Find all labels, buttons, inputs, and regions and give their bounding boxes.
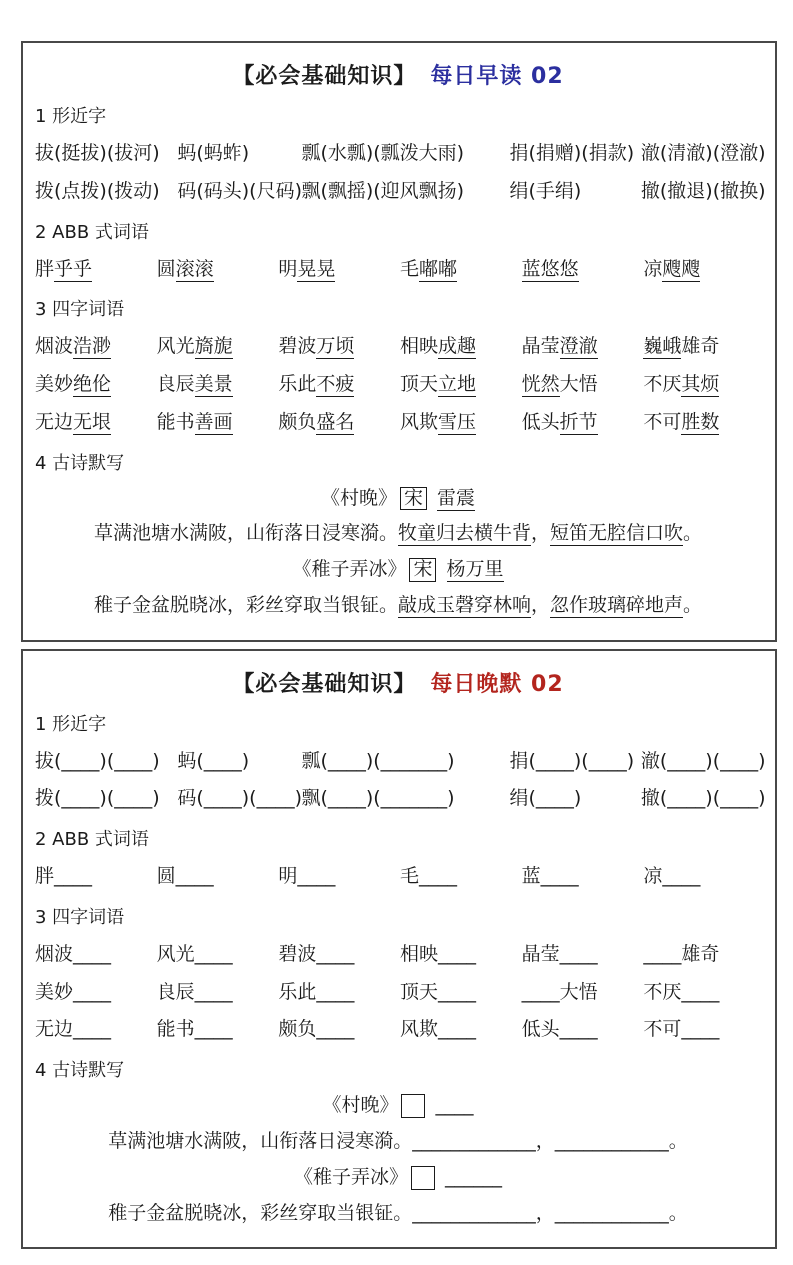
morning-similar-chars-row-2	[35, 180, 765, 204]
underlined-answer-text: 牧童归去横牛背	[397, 522, 531, 545]
word-cell: 拔(挺拔)(拔河)	[35, 142, 160, 164]
word-cell: 撤(____)(____)	[640, 787, 766, 810]
word-cell	[643, 1018, 765, 1042]
underlined-answer-text: 万顷	[316, 335, 355, 358]
plain-text: 低头	[521, 410, 560, 433]
underlined-answer-text: 成趣	[438, 335, 477, 358]
evening-section-1-label: 1 形近字	[35, 713, 107, 735]
plain-text: 良辰____	[156, 980, 233, 1003]
underlined-answer-text: 立地	[438, 373, 477, 395]
plain-text: 。	[668, 1201, 688, 1224]
word-cell: 澈(____)(____)	[640, 749, 766, 772]
underlined-answer-text: 胜数	[681, 410, 720, 433]
word-cell	[400, 258, 522, 282]
plain-text: 烟波	[35, 335, 74, 358]
plain-text: 低头____	[521, 1018, 598, 1041]
underlined-answer-text: 忽作玻璃碎地声	[550, 593, 684, 616]
plain-text: 相映	[399, 335, 438, 358]
plain-text: 明____	[278, 865, 336, 888]
title-accent-evening: 每日晚默 02	[430, 671, 564, 697]
plain-text: 《村晚》	[320, 486, 397, 509]
plain-text: ____	[429, 1094, 474, 1117]
plain-text: ，	[535, 1201, 555, 1224]
plain-text: 能书____	[156, 1018, 233, 1041]
morning-section-4-label: 4 古诗默写	[35, 452, 125, 474]
word-cell: 拨(点拨)(拨动)	[35, 179, 160, 202]
plain-text: 能书	[156, 410, 195, 433]
word-cell	[35, 411, 157, 435]
plain-text: 草满池塘水满陂，山衔落日浸寒漪。	[93, 522, 398, 545]
morning-card-title	[31, 59, 765, 90]
evening-poem-2-verse	[31, 1202, 765, 1226]
word-cell	[400, 335, 522, 359]
word-cell	[157, 335, 279, 359]
underlined-answer-text: 盛名	[316, 410, 355, 433]
word-cell	[643, 258, 765, 282]
word-cell: 捐(____)(____)	[509, 749, 635, 772]
word-cell	[643, 981, 765, 1005]
word-cell: 拔(____)(____)	[35, 749, 160, 772]
plain-text: 不可	[643, 410, 682, 433]
underlined-answer-text: 无垠	[73, 410, 112, 433]
morning-section-1-label: 1 形近字	[35, 106, 107, 127]
word-cell	[400, 1018, 522, 1042]
morning-reading-card	[21, 41, 777, 642]
word-cell	[278, 1018, 400, 1042]
evening-abb-words-row	[35, 865, 765, 889]
word-cell	[643, 411, 765, 435]
evening-poem-2-title	[31, 1166, 765, 1190]
word-cell: 蚂(蚂蚱)	[177, 142, 250, 164]
dynasty-box	[411, 1166, 435, 1190]
word-cell	[157, 943, 279, 967]
underlined-answer-text: 乎乎	[54, 257, 93, 280]
plain-text: 草满池塘水满陂，山衔落日浸寒漪。	[108, 1130, 413, 1153]
underlined-answer-text: 敲成玉磬穿林响	[397, 593, 531, 616]
evening-section-4-label: 4 古诗默写	[35, 1060, 125, 1082]
underlined-answer-text: 澄澈	[559, 335, 598, 358]
plain-text: 雄奇	[681, 335, 720, 358]
plain-text: ，	[535, 1130, 555, 1153]
morning-abb-words-row	[35, 258, 765, 282]
morning-similar-chars-row-1	[35, 142, 765, 166]
word-cell	[35, 1018, 157, 1042]
underlined-answer-text: 美景	[194, 373, 233, 395]
word-cell	[278, 373, 400, 397]
word-cell	[643, 943, 765, 967]
word-cell	[522, 411, 644, 435]
plain-text: 凉	[643, 257, 663, 280]
evening-similar-chars-row-2	[35, 787, 765, 811]
word-cell	[157, 411, 279, 435]
plain-text: ____________	[554, 1201, 669, 1224]
plain-text: ，	[530, 593, 550, 616]
evening-similar-chars-row-1	[35, 750, 765, 774]
underlined-answer-text: 旖旎	[194, 335, 233, 358]
evening-idioms-row-3	[35, 1018, 765, 1042]
word-cell: 捐(捐赠)(捐款)	[509, 142, 635, 164]
plain-text: 颇负	[278, 410, 317, 433]
word-cell	[157, 373, 279, 397]
plain-text: 碧波	[278, 335, 317, 358]
evening-dictation-card	[21, 649, 777, 1250]
plain-text: 美妙____	[35, 980, 112, 1003]
word-cell	[278, 335, 400, 359]
word-cell: 飘(____)(_______)	[301, 787, 455, 810]
word-cell	[522, 981, 644, 1005]
plain-text: 颇负____	[278, 1018, 355, 1041]
plain-text: 美妙	[35, 373, 74, 395]
plain-text: 毛	[399, 257, 419, 280]
underlined-answer-text: 折节	[559, 410, 598, 433]
plain-text: 相映____	[399, 942, 476, 965]
morning-idioms-row-3	[35, 411, 765, 435]
word-cell	[278, 411, 400, 435]
plain-text	[440, 558, 446, 580]
word-cell	[522, 1018, 644, 1042]
plain-text: 晶莹	[521, 335, 560, 358]
word-cell: 飘(飘摇)(迎风飘扬)	[301, 179, 465, 202]
word-cell	[400, 865, 522, 889]
underlined-answer-text: 不疲	[316, 373, 355, 395]
plain-text: _____________	[412, 1201, 536, 1224]
plain-text: 顶天	[399, 373, 438, 395]
plain-text: 不厌____	[643, 980, 720, 1003]
plain-text: 稚子金盆脱晓冰，彩丝穿取当银钲。	[93, 593, 398, 616]
word-cell	[643, 865, 765, 889]
morning-idioms-row-2	[35, 373, 765, 397]
evening-idioms-row-1	[35, 943, 765, 967]
underlined-answer-text: 蓝悠悠	[521, 257, 579, 280]
word-cell	[643, 373, 765, 397]
word-cell	[278, 258, 400, 282]
underlined-answer-text: 雪压	[438, 410, 477, 433]
word-cell	[35, 258, 157, 282]
word-cell	[278, 981, 400, 1005]
plain-text: 《稚子弄冰》	[293, 1165, 408, 1188]
morning-section-2-label: 2 ABB 式词语	[35, 221, 149, 243]
plain-text: 。	[683, 593, 703, 616]
word-cell: 瓢(水瓢)(瓢泼大雨)	[301, 142, 465, 164]
plain-text: 毛____	[399, 865, 457, 888]
plain-text: 胖	[35, 257, 55, 280]
evening-section-2-label: 2 ABB 式词语	[35, 829, 149, 851]
plain-text: 烟波____	[35, 942, 112, 965]
word-cell	[157, 258, 279, 282]
plain-text: 风欺	[399, 410, 438, 433]
title-bracket-text: 【必会基础知识】	[232, 671, 417, 697]
morning-poem-2-verse	[31, 594, 765, 618]
word-cell	[278, 865, 400, 889]
word-cell	[522, 258, 644, 282]
underlined-answer-text: 浩渺	[73, 335, 112, 358]
word-cell: 绢(手绢)	[509, 179, 582, 202]
word-cell	[643, 335, 765, 359]
underlined-answer-text: 其烦	[681, 373, 720, 395]
underlined-answer-text: 恍然	[521, 373, 560, 395]
plain-text: 。	[683, 522, 703, 545]
word-cell	[400, 373, 522, 397]
underlined-answer-text: 短笛无腔信口吹	[550, 522, 684, 545]
title-accent-morning: 每日早读 02	[430, 64, 564, 89]
dynasty-box: 宋	[409, 558, 436, 582]
underlined-answer-text: 杨万里	[446, 558, 504, 581]
word-cell	[157, 981, 279, 1005]
plain-text: 无边	[35, 410, 74, 433]
evening-poem-1-title	[31, 1094, 765, 1118]
plain-text: 乐此	[278, 373, 317, 395]
plain-text: 。	[668, 1130, 688, 1153]
word-cell	[157, 1018, 279, 1042]
morning-poem-1-verse	[31, 522, 765, 546]
plain-text: 《村晚》	[322, 1094, 399, 1117]
plain-text: 圆____	[156, 865, 214, 888]
evening-section-3-label: 3 四字词语	[35, 906, 125, 928]
plain-text: 良辰	[156, 373, 195, 395]
plain-text: ____________	[554, 1130, 669, 1153]
word-cell	[522, 943, 644, 967]
underlined-answer-text: 雷震	[437, 486, 476, 509]
plain-text: 不厌	[643, 373, 682, 395]
plain-text: 风光____	[156, 942, 233, 965]
word-cell	[35, 373, 157, 397]
underlined-answer-text: 嘟嘟	[419, 257, 458, 280]
plain-text: 蓝____	[521, 865, 579, 888]
word-cell	[35, 981, 157, 1005]
morning-section-3-label: 3 四字词语	[35, 299, 125, 321]
evening-card-title	[31, 667, 765, 698]
plain-text: 风光	[156, 335, 195, 358]
title-bracket-text: 【必会基础知识】	[232, 64, 417, 89]
plain-text: 明	[278, 257, 298, 280]
plain-text: ____大悟	[521, 980, 598, 1003]
plain-text: 不可____	[643, 1018, 720, 1041]
word-cell: 拨(____)(____)	[35, 787, 160, 810]
word-cell	[157, 865, 279, 889]
evening-idioms-row-2	[35, 981, 765, 1005]
word-cell	[400, 943, 522, 967]
word-cell: 撤(撤退)(撤换)	[640, 179, 766, 202]
morning-idioms-row-1	[35, 335, 765, 359]
word-cell: 码(____)(____)	[177, 787, 302, 810]
dynasty-box: 宋	[400, 487, 427, 511]
underlined-answer-text: 飕飕	[662, 257, 701, 280]
word-cell	[522, 865, 644, 889]
morning-poem-2-title	[31, 558, 765, 582]
plain-text: 大悟	[559, 373, 598, 395]
word-cell: 绢(____)	[509, 787, 582, 810]
plain-text: ____雄奇	[643, 942, 720, 965]
word-cell	[35, 943, 157, 967]
underlined-answer-text: 滚滚	[175, 257, 214, 280]
word-cell	[522, 335, 644, 359]
plain-text: 乐此____	[278, 980, 355, 1003]
morning-poem-1-title	[31, 487, 765, 511]
word-cell: 瓢(____)(_______)	[301, 749, 455, 772]
word-cell	[35, 335, 157, 359]
word-cell: 澈(清澈)(澄澈)	[640, 142, 766, 164]
underlined-answer-text: 晃晃	[297, 257, 336, 280]
plain-text: _____________	[412, 1130, 536, 1153]
word-cell	[278, 943, 400, 967]
dynasty-box	[401, 1094, 425, 1118]
plain-text: ______	[438, 1165, 503, 1188]
underlined-answer-text: 绝伦	[73, 373, 112, 395]
plain-text: 晶莹____	[521, 942, 598, 965]
plain-text: 风欺____	[399, 1018, 476, 1041]
plain-text: ，	[530, 522, 550, 545]
underlined-answer-text: 巍峨	[643, 335, 682, 358]
plain-text: 无边____	[35, 1018, 112, 1041]
word-cell: 蚂(____)	[177, 749, 250, 772]
plain-text: 稚子金盆脱晓冰，彩丝穿取当银钲。	[108, 1201, 413, 1224]
word-cell	[400, 411, 522, 435]
plain-text: 《稚子弄冰》	[292, 558, 407, 581]
word-cell	[400, 981, 522, 1005]
word-cell	[35, 865, 157, 889]
evening-poem-1-verse	[31, 1130, 765, 1154]
plain-text: 顶天____	[399, 980, 476, 1003]
plain-text: 碧波____	[278, 942, 355, 965]
plain-text: 胖____	[35, 865, 93, 888]
word-cell: 码(码头)(尺码)	[177, 179, 302, 202]
plain-text: 凉____	[643, 865, 701, 888]
plain-text: 圆	[156, 257, 176, 280]
word-cell	[522, 373, 644, 397]
underlined-answer-text: 善画	[194, 410, 233, 433]
